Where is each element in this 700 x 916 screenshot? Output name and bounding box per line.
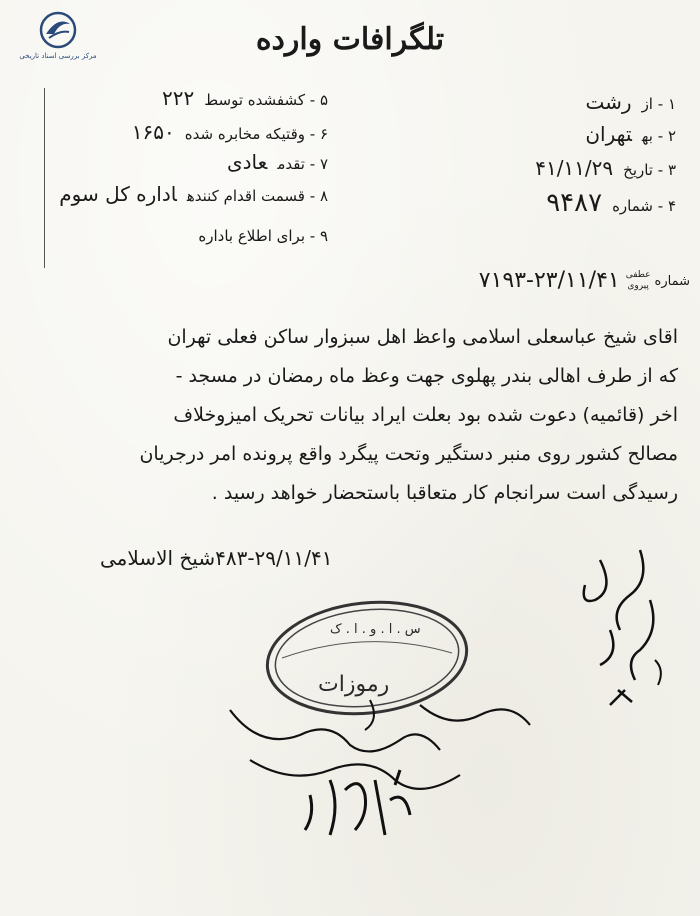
field-label: ۵ - کشفشده توسط	[204, 91, 328, 109]
field-for-information	[150, 222, 328, 246]
body-line: مصالح کشور روی منبر دستگیر وتحت پیگرد واقع پرونده امر درجریان	[139, 443, 678, 465]
stamp-main-text: رموزات	[318, 672, 390, 697]
stamp-oval	[262, 598, 472, 718]
field-label: ۸ - قسمت اقدام کننده	[186, 187, 328, 205]
field-value: ۴۱/۱۱/۲۹	[535, 156, 614, 180]
field-value: اداره کل سوم	[59, 182, 177, 206]
field-value: ۹۴۸۷	[546, 188, 603, 218]
field-label: ۴ - شماره	[612, 197, 676, 215]
field-value: رشت	[585, 90, 632, 114]
body-line: اقای شیخ عباسعلی اسلامی واعظ اهل سبزوار ساکن فعلی تهران	[167, 326, 678, 348]
field-value: ۲۲۲	[162, 86, 195, 110]
reference-value: ۷۱۹۳-۲۳/۱۱/۴۱	[478, 268, 620, 293]
reference-sublabels	[626, 270, 651, 292]
field-value: ۱۶۵۰	[131, 120, 175, 144]
field-label: ۹ - برای اطلاع باداره	[198, 227, 328, 245]
field-action-department	[59, 182, 328, 206]
field-value: تهران	[585, 122, 632, 146]
body-line: رسیدگی است سرانجام کار متعاقبا باستحضار خواهد رسید .	[211, 482, 678, 504]
field-date	[535, 156, 676, 180]
field-label: ۳ - تاریخ	[623, 161, 676, 179]
reference-label: شماره	[654, 273, 690, 289]
field-number	[546, 188, 676, 218]
logo-caption: مرکز بررسی اسناد تاریخی	[19, 52, 97, 60]
reference-sub-bottom: پیروی	[627, 281, 649, 291]
reference-line	[360, 268, 690, 293]
field-label: ۱ - از	[641, 95, 676, 113]
field-from	[586, 90, 677, 114]
field-priority	[180, 150, 328, 174]
field-transmitted-when	[96, 120, 328, 144]
reference-sub-top: عطفی	[625, 270, 651, 280]
margin-rule	[44, 88, 45, 268]
field-label: ۷ - تقدم	[277, 155, 328, 173]
body-line: اخر (قائمیه) دعوت شده بود بعلت ایراد بیانات تحریک امیزوخلاف	[173, 404, 678, 426]
field-decoded-by	[118, 86, 328, 110]
telegram-body	[38, 318, 678, 513]
field-to	[585, 122, 676, 146]
field-label: ۶ - وقتیکه مخابره شده	[184, 125, 328, 143]
closing-signature-line: ۴۸۳-۲۹/۱۱/۴۱شیخ الاسلامی	[100, 546, 333, 570]
body-line: که از طرف اهالی بندر پهلوی جهت وعظ ماه رمضان در مسجد -	[175, 365, 678, 387]
field-value: عادی	[227, 150, 268, 174]
field-label: ۲ - به	[641, 127, 676, 145]
stamp-top-text: س . ا . و . ا . ک	[330, 622, 421, 637]
page-title: تلگرافات وارده	[255, 22, 445, 57]
